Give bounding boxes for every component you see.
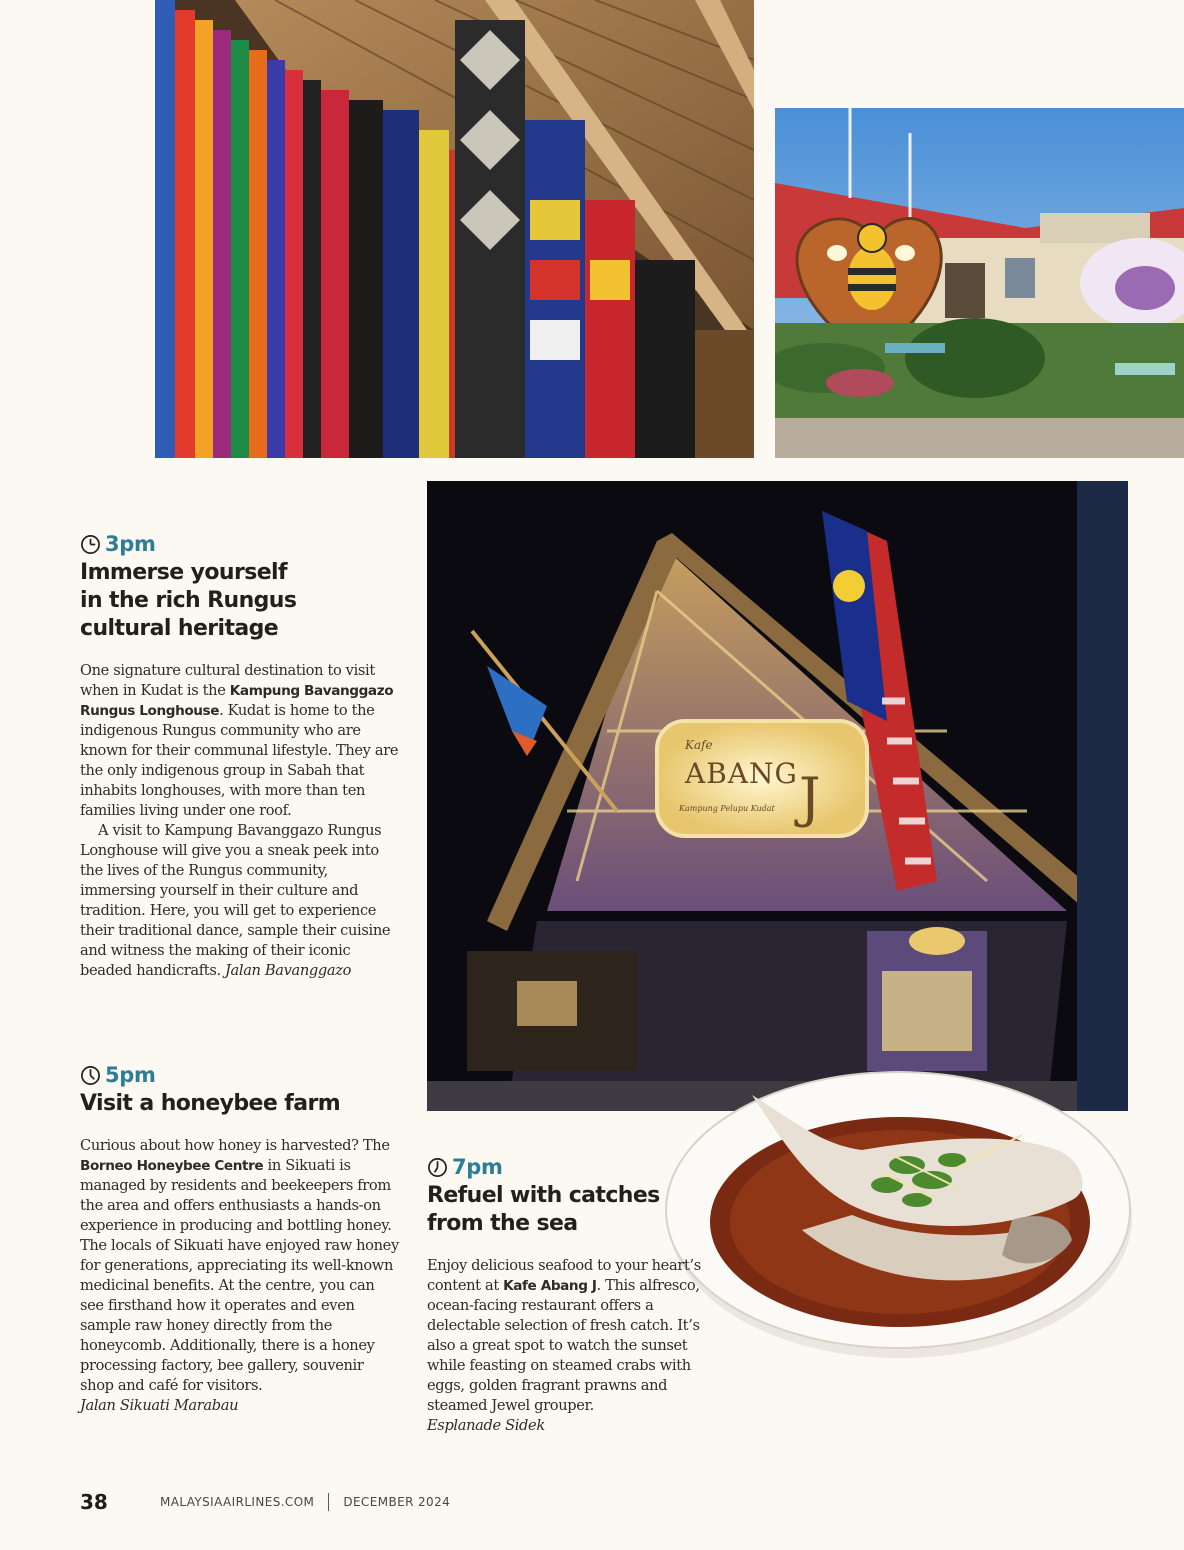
time-row-5pm bbox=[80, 1062, 400, 1088]
time-label: 5pm bbox=[105, 1063, 156, 1087]
footer-site: MALAYSIAAIRLINES.COM bbox=[160, 1495, 315, 1509]
section-5pm bbox=[80, 1062, 400, 1416]
section-heading bbox=[427, 1182, 717, 1238]
address: Jalan Bavanggazo bbox=[225, 962, 352, 979]
clock-icon bbox=[80, 534, 101, 555]
section-heading bbox=[80, 1090, 400, 1118]
section-3pm bbox=[80, 531, 400, 981]
section-heading bbox=[80, 559, 400, 643]
address: Jalan Sikuati Marabau bbox=[80, 1397, 239, 1414]
steamed-grouper-photo bbox=[662, 1050, 1152, 1370]
section-7pm bbox=[427, 1154, 717, 1436]
heading-line: Refuel with catches bbox=[427, 1183, 660, 1208]
heading-line: from the sea bbox=[427, 1211, 578, 1236]
page-footer bbox=[80, 1488, 450, 1516]
page-number: 38 bbox=[80, 1490, 108, 1514]
honeybee-centre-photo bbox=[775, 108, 1184, 458]
time-row-3pm bbox=[80, 531, 400, 557]
heading-line: cultural heritage bbox=[80, 616, 279, 641]
place-name: Kampung Bavanggazo Rungus Longhouse bbox=[80, 683, 394, 719]
body-paragraph: Enjoy delicious seafood to your heart’s content at Kafe Abang J. This alfresco, ocean-facing restaurant offers a delectable selection of fresh catch. It’s also a great spot to watch the sunset while feasting on steamed crabs with eggs, golden fragrant prawns and steamed Jewel grouper. Esplanade Sidek bbox=[427, 1257, 701, 1434]
heading-line: Immerse yourself bbox=[80, 560, 287, 585]
footer-date: DECEMBER 2024 bbox=[343, 1495, 451, 1509]
body-paragraph: Curious about how honey is harvested? The Borneo Honeybee Centre in Sikuati is managed by residents and beekeepers from the area and offers enthusiasts a hands-on experience in producing and bottling honey. The locals of Sikuati have enjoyed raw honey for generations, appreciating its well-known medicinal benefits. At the centre, you can see firsthand how it operates and even sample raw honey directly from the honeycomb. Additionally, there is a honey processing factory, bee gallery, souvenir shop and café for visitors. Jalan Sikuati Marabau bbox=[80, 1137, 399, 1414]
body-paragraph: A visit to Kampung Bavanggazo Rungus Longhouse will give you a sneak peek into the lives of the Rungus community, immersing yourself in their culture and tradition. Here, you will get to experience their traditional dance, sample their cuisine and witness the making of their iconic beaded handicrafts. Jalan Bavanggazo bbox=[80, 822, 391, 979]
address: Esplanade Sidek bbox=[427, 1417, 545, 1434]
clock-icon bbox=[80, 1065, 101, 1086]
cafe-sign-letter: J bbox=[799, 766, 821, 829]
kafe-abang-j-photo bbox=[427, 481, 1128, 1111]
place-name: Borneo Honeybee Centre bbox=[80, 1158, 264, 1174]
time-label: 7pm bbox=[452, 1155, 503, 1179]
cafe-sign-name: ABANG bbox=[685, 757, 798, 790]
clock-icon bbox=[427, 1157, 448, 1178]
footer-divider bbox=[328, 1493, 329, 1511]
heading-line: Visit a honeybee farm bbox=[80, 1091, 341, 1116]
cafe-sign-small: Kafe bbox=[685, 738, 713, 752]
rungus-textiles-photo bbox=[155, 0, 754, 458]
place-name: Kafe Abang J bbox=[503, 1278, 597, 1294]
time-label: 3pm bbox=[105, 532, 156, 556]
heading-line: in the rich Rungus bbox=[80, 588, 297, 613]
body-paragraph: One signature cultural destination to visit when in Kudat is the Kampung Bavanggazo Rungus Longhouse. Kudat is home to the indigenous Rungus community who are known for their communal lifestyle. They are the only indigenous group in Sabah that inhabits longhouses, with more than ten families living under one roof. bbox=[80, 662, 399, 819]
cafe-sign-sub: Kampung Pelupu Kudat bbox=[679, 804, 775, 813]
time-row-7pm bbox=[427, 1154, 717, 1180]
